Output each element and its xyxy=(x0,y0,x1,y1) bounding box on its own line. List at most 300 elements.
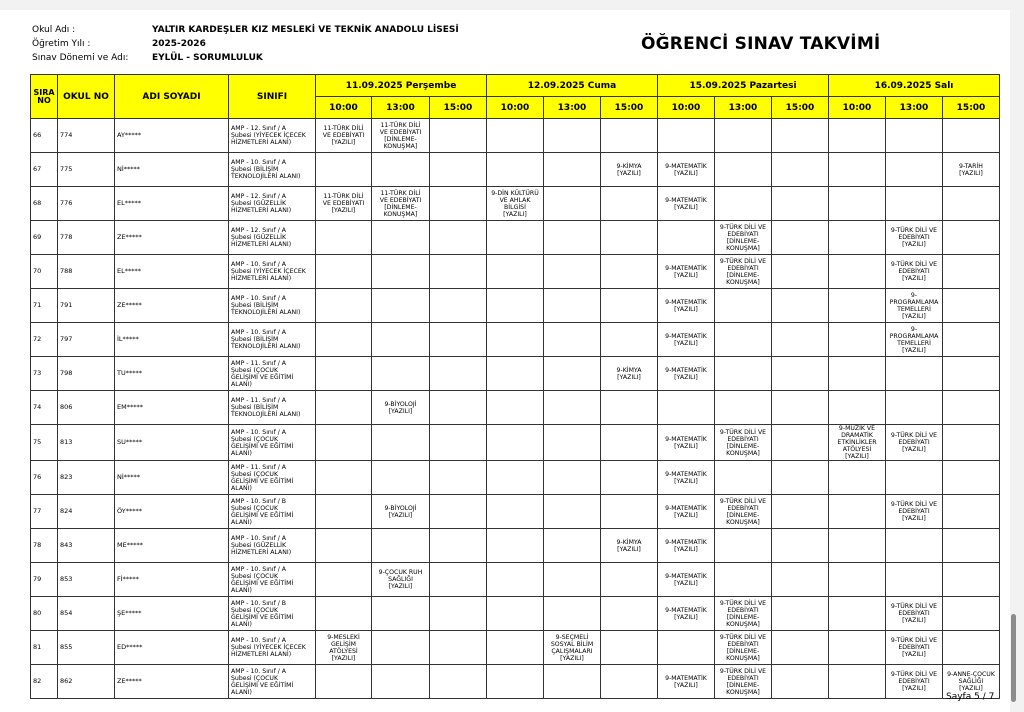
okul-no-cell-text: 778 xyxy=(60,233,73,241)
academic-year-label: Öğretim Yılı : xyxy=(32,39,91,49)
time-slot-header: 10:00 xyxy=(487,97,544,119)
time-slot-header: 13:00 xyxy=(715,97,772,119)
name-cell-text: ZE***** xyxy=(117,301,142,309)
sira-no-cell xyxy=(31,495,58,529)
exam-cell xyxy=(316,187,372,221)
okul-no-cell xyxy=(58,631,115,665)
class-cell-text: AMP - 10. Sınıf / A Şubesi (ÇOCUK GELİŞİMİ VE EĞİTİMİ ALANI) xyxy=(231,565,294,594)
exam-cell-text: 9-MATEMATİK [YAZILI] xyxy=(665,674,707,689)
exam-schedule-table xyxy=(30,74,1000,699)
class-cell xyxy=(229,597,316,631)
exam-cell xyxy=(715,529,772,563)
exam-cell xyxy=(772,255,829,289)
exam-cell-text: 9-MATEMATİK [YAZILI] xyxy=(665,332,707,347)
exam-cell xyxy=(715,425,772,461)
exam-cell xyxy=(487,255,544,289)
sira-no-cell-text: 72 xyxy=(33,335,42,343)
class-cell xyxy=(229,289,316,323)
exam-cell xyxy=(943,529,1000,563)
table-row xyxy=(31,255,1000,289)
name-cell-text: ME***** xyxy=(117,541,143,549)
class-cell-text: AMP - 10. Sınıf / A Şubesi (ÇOCUK GELİŞİMİ VE EĞİTİMİ ALANI) xyxy=(231,428,294,457)
sira-no-cell xyxy=(31,221,58,255)
name-cell-text: EL***** xyxy=(117,267,141,275)
time-slot-header: 10:00 xyxy=(829,97,886,119)
exam-cell-text: 9-TÜRK DİLİ VE EDEBİYATI [YAZILI] xyxy=(890,671,938,692)
exam-cell xyxy=(316,529,372,563)
exam-cell-text: 9-MÜZİK VE DRAMATİK ETKİNLİKLER ATÖLYESİ [YAZILI] xyxy=(837,425,877,460)
class-cell-text: AMP - 10. Sınıf / A Şubesi (YİYECEK İÇECEK HİZMETLERİ ALANI) xyxy=(231,637,306,658)
okul-no-cell xyxy=(58,563,115,597)
exam-cell xyxy=(886,153,943,187)
time-slot-header: 15:00 xyxy=(772,97,829,119)
exam-cell-text: 9-TÜRK DİLİ VE EDEBİYATI [YAZILI] xyxy=(890,261,938,282)
exam-cell xyxy=(715,391,772,425)
exam-cell xyxy=(829,597,886,631)
exam-cell-text: 11-TÜRK DİLİ VE EDEBİYATI [YAZILI] xyxy=(322,125,365,146)
exam-cell xyxy=(943,119,1000,153)
exam-cell xyxy=(772,153,829,187)
table-row xyxy=(31,563,1000,597)
exam-cell xyxy=(430,221,487,255)
exam-cell xyxy=(544,391,601,425)
okul-no-cell xyxy=(58,255,115,289)
name-cell xyxy=(115,357,229,391)
sira-no-cell xyxy=(31,323,58,357)
class-cell xyxy=(229,187,316,221)
okul-no-cell-text: 855 xyxy=(60,643,73,651)
class-cell-text: AMP - 10. Sınıf / A Şubesi (ÇOCUK GELİŞİMİ VE EĞİTİMİ ALANI) xyxy=(231,667,294,696)
exam-cell xyxy=(430,529,487,563)
exam-cell xyxy=(715,631,772,665)
name-cell-text: Nİ***** xyxy=(117,473,141,481)
exam-cell-text: 9-MATEMATİK [YAZILI] xyxy=(665,470,707,485)
class-cell-text: AMP - 10. Sınıf / A Şubesi (BİLİŞİM TEKNOLOJİLERİ ALANI) xyxy=(231,295,301,316)
exam-cell xyxy=(544,119,601,153)
name-cell xyxy=(115,289,229,323)
exam-cell-text: 9- PROGRAMLAMA TEMELLERİ [YAZILI] xyxy=(889,291,939,320)
viewer-top-strip xyxy=(0,0,1010,10)
exam-cell xyxy=(658,563,715,597)
exam-cell xyxy=(886,323,943,357)
exam-cell xyxy=(430,665,487,699)
name-cell xyxy=(115,597,229,631)
exam-cell xyxy=(487,187,544,221)
exam-cell xyxy=(715,323,772,357)
exam-cell xyxy=(316,665,372,699)
class-cell xyxy=(229,323,316,357)
table-row xyxy=(31,529,1000,563)
exam-cell xyxy=(316,221,372,255)
exam-cell xyxy=(487,323,544,357)
exam-cell xyxy=(487,597,544,631)
sira-no-cell-text: 76 xyxy=(33,473,42,481)
class-cell-text: AMP - 10. Sınıf / B Şubesi (ÇOCUK GELİŞİMİ VE EĞİTİMİ ALANI) xyxy=(231,599,294,628)
exam-cell-text: 9- PROGRAMLAMA TEMELLERİ [YAZILI] xyxy=(889,325,939,354)
exam-cell xyxy=(544,665,601,699)
exam-cell xyxy=(316,119,372,153)
class-cell xyxy=(229,357,316,391)
exam-cell xyxy=(715,119,772,153)
exam-cell xyxy=(772,391,829,425)
exam-cell xyxy=(316,323,372,357)
exam-cell xyxy=(372,221,430,255)
name-cell xyxy=(115,323,229,357)
table-row xyxy=(31,323,1000,357)
page-title: ÖĞRENCİ SINAV TAKVİMİ xyxy=(641,34,881,54)
exam-cell xyxy=(601,221,658,255)
name-cell-text: SU***** xyxy=(117,438,143,446)
exam-cell xyxy=(601,323,658,357)
name-cell xyxy=(115,425,229,461)
exam-cell xyxy=(487,665,544,699)
name-cell xyxy=(115,529,229,563)
class-cell-text: AMP - 11. Sınıf / A Şubesi (ÇOCUK GELİŞİMİ VE EĞİTİMİ ALANI) xyxy=(231,463,294,492)
exam-cell xyxy=(544,425,601,461)
name-cell xyxy=(115,153,229,187)
exam-cell-text: 9-TÜRK DİLİ VE EDEBİYATI [DİNLEME- KONUŞMA] xyxy=(719,667,767,696)
exam-cell xyxy=(943,187,1000,221)
sira-no-cell-text: 81 xyxy=(33,643,42,651)
name-cell xyxy=(115,255,229,289)
sira-no-cell xyxy=(31,597,58,631)
exam-cell xyxy=(829,631,886,665)
exam-cell xyxy=(316,563,372,597)
exam-cell xyxy=(601,461,658,495)
exam-cell xyxy=(544,461,601,495)
exam-cell xyxy=(601,391,658,425)
exam-cell-text: 9-TÜRK DİLİ VE EDEBİYATI [DİNLEME- KONUŞMA] xyxy=(719,599,767,628)
okul-no-cell xyxy=(58,495,115,529)
class-cell xyxy=(229,425,316,461)
exam-cell xyxy=(372,289,430,323)
exam-cell xyxy=(487,495,544,529)
exam-cell-text: 9-MATEMATİK [YAZILI] xyxy=(665,162,707,177)
name-cell xyxy=(115,563,229,597)
class-cell-text: AMP - 12. Sınıf / A Şubesi (GÜZELLİK HİZMETLERİ ALANI) xyxy=(231,193,292,214)
class-cell xyxy=(229,391,316,425)
school-name-label: Okul Adı : xyxy=(32,25,76,35)
time-slot-header: 10:00 xyxy=(316,97,372,119)
table-row xyxy=(31,495,1000,529)
sira-no-cell xyxy=(31,119,58,153)
sira-no-cell xyxy=(31,187,58,221)
exam-cell xyxy=(430,289,487,323)
exam-cell xyxy=(316,597,372,631)
okul-no-cell xyxy=(58,665,115,699)
exam-cell xyxy=(372,323,430,357)
okul-no-cell xyxy=(58,119,115,153)
sira-no-cell-text: 68 xyxy=(33,199,42,207)
exam-cell xyxy=(658,357,715,391)
exam-cell-text: 9-MESLEKİ GELİŞİM ATÖLYESİ [YAZILI] xyxy=(327,633,360,662)
exam-cell xyxy=(658,495,715,529)
exam-cell-text: 9-TÜRK DİLİ VE EDEBİYATI [DİNLEME- KONUŞMA] xyxy=(719,497,767,526)
sira-no-cell xyxy=(31,461,58,495)
exam-cell xyxy=(886,425,943,461)
exam-cell xyxy=(715,255,772,289)
exam-cell xyxy=(372,153,430,187)
class-cell xyxy=(229,631,316,665)
academic-year-value: 2025-2026 xyxy=(152,39,206,49)
exam-cell xyxy=(544,289,601,323)
exam-cell xyxy=(829,425,886,461)
exam-cell-text: 9-KİMYA [YAZILI] xyxy=(616,162,642,177)
class-cell xyxy=(229,153,316,187)
exam-cell xyxy=(430,495,487,529)
exam-cell xyxy=(772,187,829,221)
exam-cell xyxy=(658,631,715,665)
okul-no-cell xyxy=(58,289,115,323)
class-cell xyxy=(229,255,316,289)
exam-cell-text: 9-TÜRK DİLİ VE EDEBİYATI [DİNLEME- KONUŞMA] xyxy=(719,223,767,252)
name-cell xyxy=(115,221,229,255)
exam-cell xyxy=(430,323,487,357)
exam-cell xyxy=(601,357,658,391)
exam-cell xyxy=(372,665,430,699)
okul-no-cell-text: 775 xyxy=(60,165,73,173)
exam-cell-text: 9-BİYOLOJİ [YAZILI] xyxy=(384,504,417,519)
name-cell xyxy=(115,391,229,425)
okul-no-cell-text: 813 xyxy=(60,438,73,446)
exam-cell xyxy=(601,153,658,187)
exam-cell xyxy=(487,461,544,495)
exam-cell xyxy=(487,529,544,563)
exam-cell xyxy=(316,289,372,323)
exam-cell xyxy=(715,597,772,631)
exam-cell xyxy=(658,529,715,563)
exam-cell xyxy=(658,119,715,153)
exam-cell xyxy=(715,187,772,221)
exam-cell xyxy=(658,153,715,187)
sira-no-cell xyxy=(31,289,58,323)
exam-cell xyxy=(601,119,658,153)
okul-no-cell xyxy=(58,187,115,221)
class-cell xyxy=(229,495,316,529)
exam-period-value: EYLÜL - SORUMLULUK xyxy=(152,53,263,63)
class-cell-text: AMP - 10. Sınıf / A Şubesi (YİYECEK İÇECEK HİZMETLERİ ALANI) xyxy=(231,261,306,282)
exam-cell xyxy=(544,563,601,597)
exam-cell xyxy=(829,255,886,289)
name-cell-text: ŞE***** xyxy=(117,609,142,617)
exam-cell xyxy=(658,665,715,699)
exam-cell xyxy=(430,425,487,461)
class-cell xyxy=(229,563,316,597)
exam-cell xyxy=(715,221,772,255)
sira-no-cell xyxy=(31,153,58,187)
exam-cell xyxy=(772,425,829,461)
sira-no-cell xyxy=(31,563,58,597)
table-row xyxy=(31,461,1000,495)
exam-cell xyxy=(430,631,487,665)
exam-cell xyxy=(943,391,1000,425)
exam-cell-text: 9-TARİH [YAZILI] xyxy=(959,162,983,177)
student-rows xyxy=(31,119,1000,699)
okul-no-cell-text: 774 xyxy=(60,131,73,139)
exam-cell xyxy=(772,665,829,699)
col-sinifi: SINIFI xyxy=(229,75,316,119)
class-cell-text: AMP - 11. Sınıf / A Şubesi (ÇOCUK GELİŞİMİ VE EĞİTİMİ ALANI) xyxy=(231,359,294,388)
exam-cell xyxy=(487,391,544,425)
exam-cell xyxy=(886,391,943,425)
class-cell-text: AMP - 10. Sınıf / A Şubesi (BİLİŞİM TEKNOLOJİLERİ ALANI) xyxy=(231,329,301,350)
exam-cell xyxy=(601,425,658,461)
exam-cell xyxy=(715,357,772,391)
exam-cell xyxy=(544,495,601,529)
exam-cell xyxy=(487,221,544,255)
exam-cell-text: 9-MATEMATİK [YAZILI] xyxy=(665,298,707,313)
day-header: 15.09.2025 Pazartesi xyxy=(658,75,829,97)
okul-no-cell xyxy=(58,461,115,495)
school-name-value: YALTIR KARDEŞLER KIZ MESLEKİ VE TEKNİK ANADOLU LİSESİ xyxy=(152,25,459,35)
exam-cell xyxy=(772,221,829,255)
exam-cell xyxy=(772,289,829,323)
exam-cell xyxy=(316,255,372,289)
exam-cell xyxy=(430,563,487,597)
name-cell-text: ZE***** xyxy=(117,677,142,685)
exam-cell-text: 9-KİMYA [YAZILI] xyxy=(616,538,642,553)
okul-no-cell-text: 776 xyxy=(60,199,73,207)
table-row xyxy=(31,289,1000,323)
exam-cell xyxy=(829,119,886,153)
exam-cell xyxy=(544,357,601,391)
exam-cell-text: 9-TÜRK DİLİ VE EDEBİYATI [YAZILI] xyxy=(890,501,938,522)
exam-cell xyxy=(658,221,715,255)
exam-cell xyxy=(544,597,601,631)
exam-cell xyxy=(886,495,943,529)
exam-cell xyxy=(715,495,772,529)
exam-cell xyxy=(601,289,658,323)
exam-cell xyxy=(544,221,601,255)
name-cell-text: İL***** xyxy=(117,335,139,343)
okul-no-cell-text: 862 xyxy=(60,677,73,685)
exam-cell xyxy=(601,495,658,529)
sira-no-cell xyxy=(31,255,58,289)
class-cell xyxy=(229,119,316,153)
exam-cell xyxy=(886,221,943,255)
exam-cell xyxy=(487,631,544,665)
time-slot-header: 15:00 xyxy=(601,97,658,119)
exam-cell xyxy=(943,597,1000,631)
exam-cell xyxy=(943,563,1000,597)
exam-cell xyxy=(316,461,372,495)
exam-cell xyxy=(372,391,430,425)
exam-cell xyxy=(943,221,1000,255)
day-header: 12.09.2025 Cuma xyxy=(487,75,658,97)
exam-cell-text: 9-TÜRK DİLİ VE EDEBİYATI [DİNLEME- KONUŞMA] xyxy=(719,257,767,286)
name-cell-text: Nİ***** xyxy=(117,165,141,173)
okul-no-cell xyxy=(58,153,115,187)
exam-cell xyxy=(544,187,601,221)
sira-no-cell-text: 74 xyxy=(33,403,42,411)
sira-no-cell-text: 71 xyxy=(33,301,42,309)
exam-cell-text: 9-KİMYA [YAZILI] xyxy=(616,366,642,381)
exam-cell xyxy=(829,153,886,187)
exam-cell-text: 9-TÜRK DİLİ VE EDEBİYATI [DİNLEME- KONUŞMA] xyxy=(719,633,767,662)
exam-cell xyxy=(544,153,601,187)
exam-cell xyxy=(829,357,886,391)
exam-cell xyxy=(316,495,372,529)
exam-cell xyxy=(658,187,715,221)
exam-cell-text: 9-TÜRK DİLİ VE EDEBİYATI [YAZILI] xyxy=(890,637,938,658)
exam-cell xyxy=(886,289,943,323)
exam-cell xyxy=(715,289,772,323)
exam-cell xyxy=(430,357,487,391)
exam-cell xyxy=(886,461,943,495)
class-cell xyxy=(229,529,316,563)
exam-cell xyxy=(601,187,658,221)
exam-cell xyxy=(772,529,829,563)
exam-cell xyxy=(829,323,886,357)
exam-cell xyxy=(372,495,430,529)
exam-cell xyxy=(430,461,487,495)
time-slot-header: 13:00 xyxy=(886,97,943,119)
name-cell xyxy=(115,631,229,665)
scrollbar-thumb[interactable] xyxy=(1011,614,1016,702)
exam-cell xyxy=(372,255,430,289)
exam-cell xyxy=(772,357,829,391)
okul-no-cell xyxy=(58,597,115,631)
exam-cell-text: 9-TÜRK DİLİ VE EDEBİYATI [YAZILI] xyxy=(890,432,938,453)
exam-cell xyxy=(316,631,372,665)
exam-cell xyxy=(829,495,886,529)
exam-cell xyxy=(430,119,487,153)
okul-no-cell-text: 853 xyxy=(60,575,73,583)
col-sira-no: SIRA NO xyxy=(31,75,58,119)
okul-no-cell-text: 843 xyxy=(60,541,73,549)
sira-no-cell-text: 82 xyxy=(33,677,42,685)
exam-cell xyxy=(829,563,886,597)
exam-cell xyxy=(715,665,772,699)
exam-cell xyxy=(715,563,772,597)
okul-no-cell-text: 791 xyxy=(60,301,73,309)
okul-no-cell-text: 797 xyxy=(60,335,73,343)
name-cell xyxy=(115,187,229,221)
sira-no-cell xyxy=(31,631,58,665)
exam-cell xyxy=(372,631,430,665)
exam-cell xyxy=(943,289,1000,323)
exam-cell-text: 9-MATEMATİK [YAZILI] xyxy=(665,196,707,211)
exam-cell xyxy=(601,631,658,665)
exam-cell xyxy=(372,597,430,631)
exam-cell xyxy=(372,529,430,563)
exam-cell xyxy=(886,187,943,221)
exam-cell-text: 9-DİN KÜLTÜRÜ VE AHLAK BİLGİSİ [YAZILI] xyxy=(491,189,539,218)
sira-no-cell-text: 77 xyxy=(33,507,42,515)
exam-cell-text: 9-MATEMATİK [YAZILI] xyxy=(665,366,707,381)
table-row xyxy=(31,187,1000,221)
page-number: Sayfa 5 / 7 xyxy=(946,692,995,702)
exam-cell-text: 9-SEÇMELİ SOSYAL BİLİM ÇALIŞMALARI [YAZILI] xyxy=(550,633,594,662)
exam-cell xyxy=(487,563,544,597)
exam-cell xyxy=(886,665,943,699)
okul-no-cell xyxy=(58,529,115,563)
name-cell-text: EL***** xyxy=(117,199,141,207)
exam-cell-text: 11-TÜRK DİLİ VE EDEBİYATI [YAZILI] xyxy=(322,193,365,214)
exam-cell xyxy=(715,153,772,187)
header-row-days xyxy=(31,75,1000,97)
sira-no-cell xyxy=(31,665,58,699)
exam-cell-text: 9-MATEMATİK [YAZILI] xyxy=(665,606,707,621)
exam-cell xyxy=(772,563,829,597)
exam-cell-text: 11-TÜRK DİLİ VE EDEBİYATI [DİNLEME- KONUŞMA] xyxy=(379,189,422,218)
exam-cell xyxy=(886,357,943,391)
exam-cell-text: 9-MATEMATİK [YAZILI] xyxy=(665,572,707,587)
exam-cell xyxy=(430,187,487,221)
exam-cell xyxy=(943,357,1000,391)
sira-no-cell-text: 66 xyxy=(33,131,42,139)
exam-cell xyxy=(829,289,886,323)
